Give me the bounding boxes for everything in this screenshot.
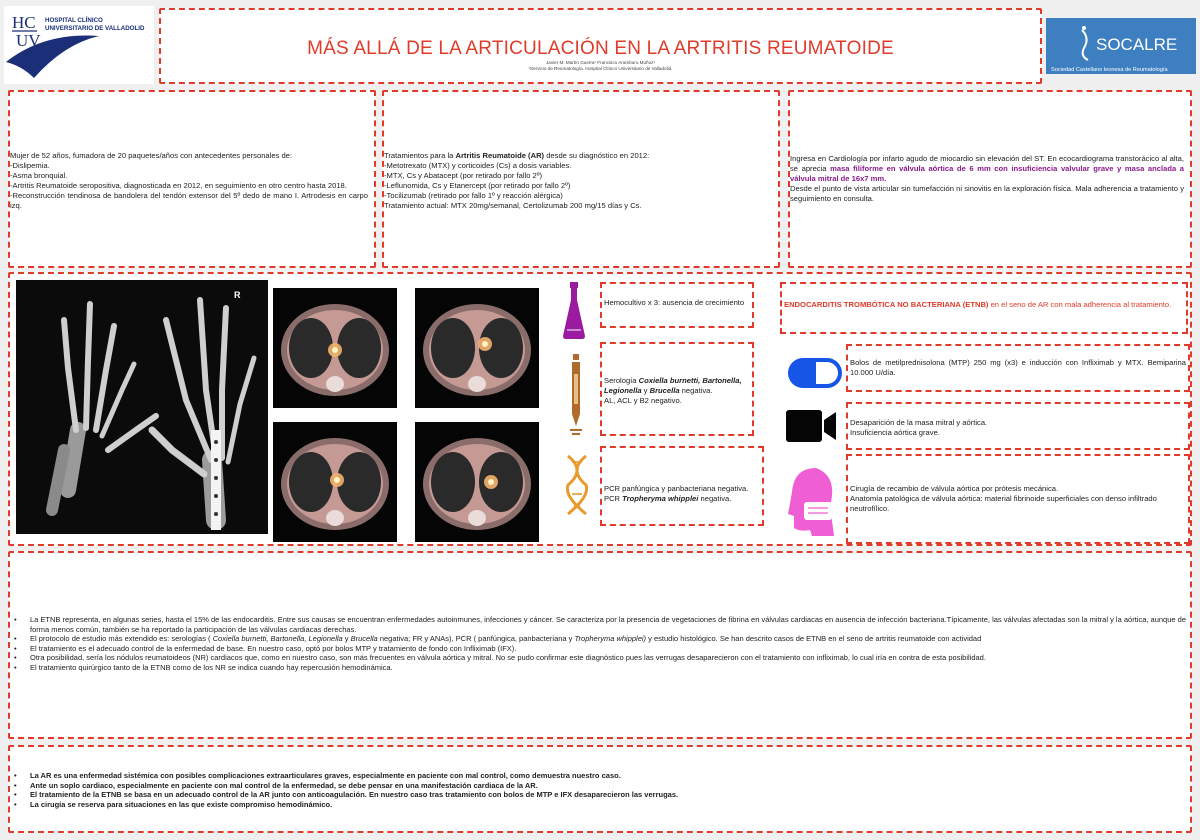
affiliation-line: ¹Servicio de Reumatología. Hospital Clínico Universitario de Valladolid. [528, 66, 673, 71]
treatment-text: Bolos de metilprednisolona (MTP) 250 mg (x3) e inducción con Infliximab y MTX. Bemiparina 10.000 U/día. [850, 358, 1186, 377]
poster-title: MÁS ALLÁ DE LA ARTICULACIÓN EN LA ARTRITIS REUMATOIDE [307, 38, 894, 59]
serology-tube-icon [568, 354, 584, 436]
society-logo [1046, 18, 1196, 74]
surgery-box [846, 454, 1190, 544]
treatment-line: -MTX, Cs y Abatacept (por retirado por fallo 2º) [384, 171, 543, 180]
logo-letters-hc: HC [12, 13, 36, 32]
title-panel [159, 8, 1042, 84]
discussion-item: • El tratamiento es el adecuado control de la enfermedad de base. En nuestro caso, optó por bolos MTP y tratamiento de fondo con Infliximab (IFX). [30, 644, 1186, 654]
xray-graphic [16, 280, 268, 534]
ar-bold: Artritis Reumatoide (AR) [455, 151, 545, 160]
discussion-item: • Otra posibilidad, sería los nódulos reumatoideos (NR) cardiacos que, como en nuestro caso, son más frecuentes en válvula aórtica y mitral. No se pudo confirmar este diagnóstico pues las verrugas desaparecieron con el tratamiento con infliximab, lo cual iría en contra de esta posibilidad. [30, 653, 1186, 663]
logo-line1: HOSPITAL CLÍNICO [45, 17, 103, 24]
surgery-line1: Cirugía de recambio de válvula aórtica por prótesis mecánica. [850, 484, 1059, 493]
blood-culture-box [600, 282, 754, 328]
imaging-line2: Insuficiencia aórtica grave. [850, 428, 940, 437]
discussion-item: • El protocolo de estudio más extendido es: serologías ( Coxiella burnetti, Bartonella, Legionella y Brucella negativa; FR y ANAs), PCR ( panfúngica, panbacteriana y Tropheryma whipplei) y estudio histológico. Se han descrito casos de ETNB en el seno de artritis reumatoide con actividad [30, 634, 1186, 644]
dna-icon [566, 454, 588, 516]
conclusion-item: • La cirugía se reserva para situaciones en las que existe compromiso hemodinámico. [30, 800, 1186, 810]
history-line: -Artritis Reumatoide seropositiva, diagnosticada en 2012, en seguimiento en otro centro hasta 2018. [10, 181, 347, 190]
pet-ct-graphic [273, 288, 397, 408]
imaging-line1: Desaparición de la masa mitral y aórtica. [850, 418, 988, 427]
logo-letters-uv: UV [16, 31, 41, 50]
diagnosis-box [780, 282, 1188, 334]
hospital-logo [4, 6, 154, 84]
hand-xray-image [16, 280, 268, 534]
echo-finding: masa filiforme en válvula aórtica de 6 mm con insuficiencia valvular grave y masa anclada a válvula mitral de 16x7 mm. [790, 164, 1184, 183]
treatment-line: -Leflunomida, Cs y Etanercept (por retirado por fallo 2º) [384, 181, 571, 190]
pcr-box [600, 446, 764, 526]
pet-ct-graphic [415, 288, 539, 408]
pet-ct-image [273, 422, 397, 542]
treatment-line: -Tocilizumab (retirado por fallo 1º y reacción alérgica) [384, 191, 563, 200]
diagnosis-title: ENDOCARDITIS TROMBÓTICA NO BACTERIANA (ETNB) [784, 300, 989, 309]
pet-ct-image [415, 422, 539, 542]
treatment-box [846, 344, 1190, 392]
conclusions-list [12, 771, 1186, 809]
history-line: -Dislipemia. [10, 161, 50, 170]
serology-line2: AL, ACL y B2 negativo. [604, 396, 682, 405]
admission-text [790, 154, 1184, 204]
surgery-line2: Anatomía patológica de válvula aórtica: material fibrinoide superficiales con denso infiltrado neutrofílico. [850, 494, 1157, 513]
conclusion-item: • El tratamiento de la ETNB se basa en un adecuado control de la AR junto con anticoagulación. En nuestro caso tras tratamiento con bolos de MTP e IFX desaparecieron las verrugas. [30, 790, 1186, 800]
history-line: -Reconstrucción tendinosa de bandolera del tendón extensor del 5º dedo de mano I. Artrodesis en carpo izq. [10, 191, 368, 210]
conclusion-item: • La AR es una enfermedad sistémica con posibles complicaciones extraarticulares graves, especialmente en paciente con mal control, como demuestra nuestro caso. [30, 771, 1186, 781]
authors [161, 60, 1040, 72]
discussion-list [12, 615, 1186, 673]
history-intro: Mujer de 52 años, fumadora de 20 paquetes/años con antecedentes personales de: [10, 151, 293, 160]
surgeon-mask-icon [786, 466, 838, 538]
serology-text: Serología Coxiella burnetti, Bartonella, Legionella y Brucella negativa. [604, 376, 742, 395]
hospital-logo-graphic [4, 6, 154, 84]
pill-icon [786, 356, 844, 390]
xray-side-marker: R [234, 290, 241, 300]
conclusions-panel [8, 745, 1192, 833]
treatments-text [384, 151, 772, 211]
blood-culture-text: Hemocultivo x 3: ausencia de crecimiento [604, 298, 745, 307]
diagnosis-rest: en el seno de AR con mala adherencia al tratamiento. [988, 300, 1172, 309]
imaging-box [846, 402, 1190, 450]
authors-line: Javier M. Martín Guerra¹ Francisco Aramburu Muñoz¹ [545, 60, 655, 65]
pcr-line1: PCR panfúngica y panbacteriana negativa. [604, 484, 749, 493]
pet-ct-graphic [273, 422, 397, 542]
treatment-line: -Metotrexato (MTX) y corticoides (Cs) a dosis variables. [384, 161, 572, 170]
society-subtitle: Sociedad Castellano leonesa de Reumatología [1051, 67, 1168, 73]
discussion-panel [8, 551, 1192, 739]
treatments-panel [382, 90, 780, 268]
conclusion-item: • Ante un soplo cardiaco, especialmente en paciente con mal control de la enfermedad, se debe pensar en una manifestación cardiaca de la AR. [30, 781, 1186, 791]
treatment-line: Tratamiento actual: MTX 20mg/semanal, Certolizumab 200 mg/15 días y Cs. [384, 201, 642, 210]
patient-history-panel [8, 90, 376, 268]
admission-panel [788, 90, 1192, 268]
pet-ct-graphic [415, 422, 539, 542]
discussion-item: • La ETNB representa, en algunas series, hasta el 15% de las endocarditis. Entre sus causas se encuentran enfermedades autoinmunes, infecciones y cáncer. Se caracteriza por la presencia de vegetaciones de fibrina en válvulas cardiacas en ausencia de infección bacteriana.Típicamente, las válvulas afectadas son la mitral y la aórtica, aunque de forma menos común, también se ha reportado la participación de las válvulas cardiacas derechas. [30, 615, 1186, 634]
serology-box [600, 342, 754, 436]
society-logo-graphic [1046, 18, 1196, 74]
video-camera-icon [784, 406, 838, 446]
history-line: -Asma bronquial. [10, 171, 68, 180]
logo-line2: UNIVERSITARIO DE VALLADOLID [45, 25, 145, 32]
admission-p2: Desde el punto de vista articular sin tumefacción ni sinovitis en la exploración física. Mala adherencia a tratamiento y seguimiento en consulta. [790, 184, 1184, 203]
pet-ct-image [273, 288, 397, 408]
pcr-line2: PCR Tropheryma whipplei negativa. [604, 494, 732, 503]
discussion-item: • El tratamiento quirúrgico tanto de la ETNB como de los NR se indica cuando hay repercusión hemodinámica. [30, 663, 1186, 673]
society-name: SOCALRE [1096, 35, 1178, 54]
pet-ct-image [415, 288, 539, 408]
patient-history-text [10, 151, 368, 211]
case-figures-panel [8, 272, 1192, 546]
flask-icon [562, 280, 586, 340]
treatments-intro: Tratamientos para la Artritis Reumatoide (AR) desde su diagnóstico en 2012: [384, 151, 650, 160]
admission-p1: Ingresa en Cardiología por infarto agudo de miocardio sin elevación del ST. En ecocardiograma transtorácico al alta, se aprecia masa filiforme en válvula aórtica de 6 mm con insuficiencia valvular grave y masa anclada a válvula mitral de 16x7 mm. [790, 154, 1184, 183]
